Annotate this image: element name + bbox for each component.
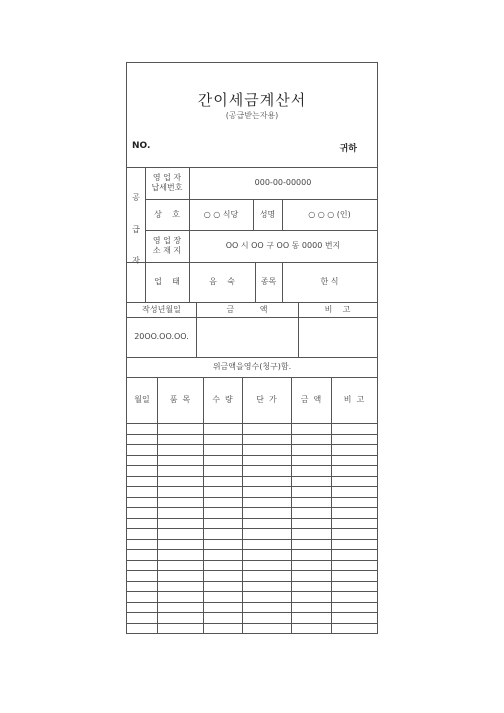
- business-name-value: ○ ○ 식당: [203, 209, 239, 219]
- address-label: 영 업 장 소 재 지: [152, 236, 182, 255]
- col-header-date: 월일: [134, 395, 150, 404]
- business-type-label: 업 태: [154, 277, 180, 286]
- table-row: [127, 528, 377, 529]
- table-row: [127, 549, 377, 550]
- table-row: [127, 581, 377, 582]
- col-header-unit-price: 단 가: [256, 395, 277, 404]
- col-header-amount: 금 액: [300, 395, 322, 404]
- col-header-quantity: 수 량: [212, 395, 233, 404]
- business-type-value: 음 숙: [209, 277, 235, 286]
- simple-tax-invoice-form: [126, 62, 378, 634]
- supplier-side-char: 급: [132, 225, 140, 234]
- amount-header: 금 액: [226, 304, 268, 314]
- table-row: [127, 539, 377, 540]
- table-row: [127, 434, 377, 435]
- business-item-label: 종목: [260, 277, 277, 286]
- supplier-side-char: 공: [132, 193, 140, 202]
- number-label: NO.: [132, 141, 151, 151]
- note-header: 비 고: [324, 304, 351, 314]
- table-row: [127, 423, 377, 424]
- table-row: [127, 476, 377, 477]
- business-name-label: 상 호: [154, 209, 180, 219]
- reg-no-value: 000-00-00000: [254, 178, 312, 187]
- table-row: [127, 518, 377, 519]
- business-item-value: 한 식: [320, 277, 339, 286]
- recipient-suffix: 귀하: [339, 144, 357, 154]
- table-row: [127, 507, 377, 508]
- table-row: [127, 444, 377, 445]
- receipt-statement: 위금액을영수(청구)함.: [212, 362, 292, 371]
- reg-no-label: 영 업 자 납세번호: [151, 173, 183, 192]
- table-row: [127, 591, 377, 592]
- date-header: 작성년월일: [142, 304, 181, 314]
- table-row: [127, 602, 377, 603]
- table-row: [127, 465, 377, 466]
- representative-value: ○ ○ ○ (인): [308, 209, 351, 219]
- table-row: [127, 560, 377, 561]
- representative-label: 성명: [259, 209, 276, 219]
- table-row: [127, 486, 377, 487]
- table-row: [127, 455, 377, 456]
- table-row: [127, 497, 377, 498]
- table-row: [127, 623, 377, 624]
- table-row: [127, 612, 377, 613]
- col-header-note: 비 고: [343, 395, 365, 404]
- table-row: [127, 570, 377, 571]
- address-value: OO 시 OO 구 OO 동 0000 번지: [225, 241, 341, 250]
- page-subtitle: (공급받는자용): [225, 111, 279, 120]
- col-header-item: 품 목: [169, 395, 191, 404]
- supplier-side-char: 자: [132, 256, 140, 265]
- page-title: 간이세금계산서: [197, 91, 307, 109]
- date-value: 20OO.OO.OO.: [134, 332, 189, 341]
